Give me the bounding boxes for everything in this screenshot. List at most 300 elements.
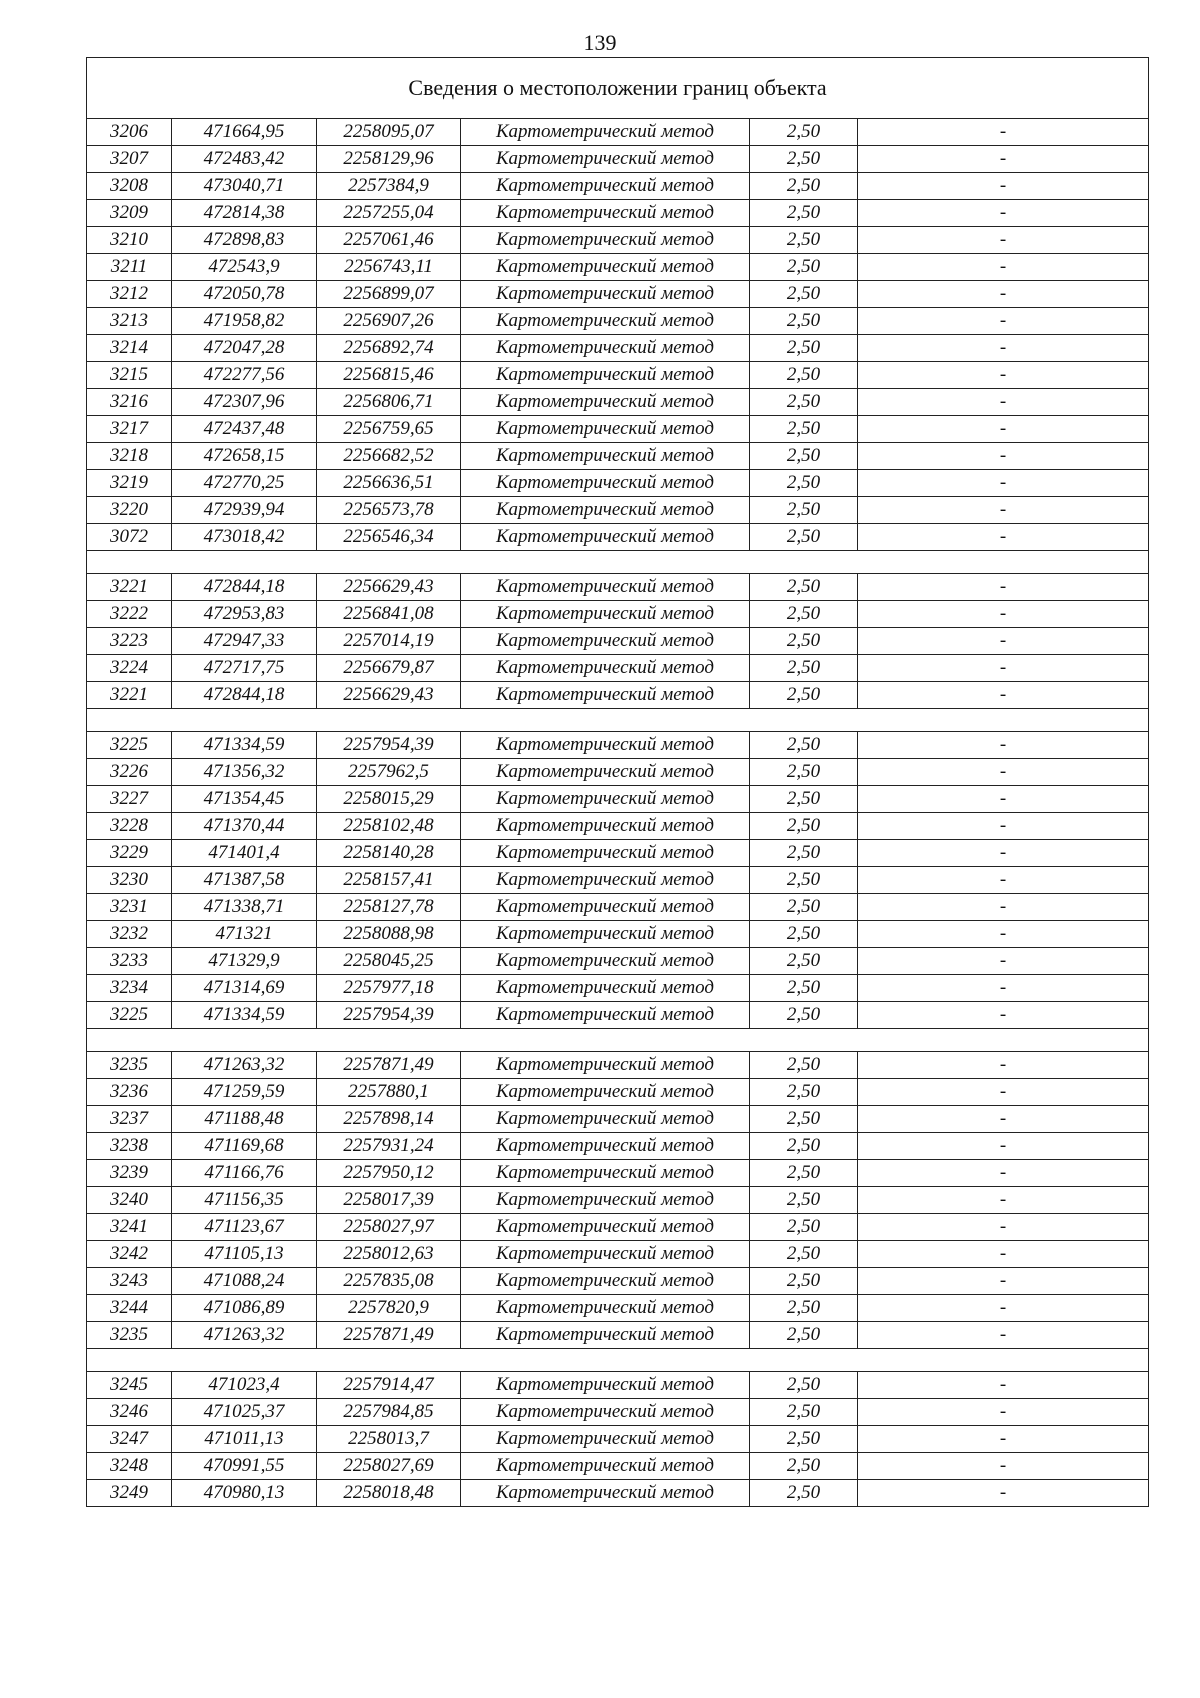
description-cell: - <box>858 1426 1149 1453</box>
x-coordinate-cell: 472844,18 <box>172 574 317 601</box>
page-number: 139 <box>583 30 617 55</box>
method-cell: Картометрический метод <box>461 628 750 655</box>
y-coordinate-cell: 2258102,48 <box>317 813 461 840</box>
method-cell: Картометрический метод <box>461 786 750 813</box>
method-cell: Картометрический метод <box>461 1268 750 1295</box>
accuracy-cell: 2,50 <box>750 655 858 682</box>
y-coordinate-cell: 2257061,46 <box>317 227 461 254</box>
table-row <box>87 119 1149 146</box>
accuracy-cell: 2,50 <box>750 497 858 524</box>
x-coordinate-cell: 472050,78 <box>172 281 317 308</box>
accuracy-cell: 2,50 <box>750 1399 858 1426</box>
table-row <box>87 1214 1149 1241</box>
description-cell: - <box>858 119 1149 146</box>
x-coordinate-cell: 471263,32 <box>172 1322 317 1349</box>
method-cell: Картометрический метод <box>461 1214 750 1241</box>
x-coordinate-cell: 471123,67 <box>172 1214 317 1241</box>
description-cell: - <box>858 574 1149 601</box>
method-cell: Картометрический метод <box>461 655 750 682</box>
point-number-cell: 3249 <box>87 1480 172 1507</box>
table-row <box>87 308 1149 335</box>
x-coordinate-cell: 471263,32 <box>172 1052 317 1079</box>
accuracy-cell: 2,50 <box>750 601 858 628</box>
point-number-cell: 3235 <box>87 1052 172 1079</box>
x-coordinate-cell: 472898,83 <box>172 227 317 254</box>
accuracy-cell: 2,50 <box>750 1052 858 1079</box>
point-number-cell: 3227 <box>87 786 172 813</box>
description-cell: - <box>858 732 1149 759</box>
y-coordinate-cell: 2257962,5 <box>317 759 461 786</box>
table-row <box>87 1268 1149 1295</box>
x-coordinate-cell: 473040,71 <box>172 173 317 200</box>
y-coordinate-cell: 2256806,71 <box>317 389 461 416</box>
method-cell: Картометрический метод <box>461 1052 750 1079</box>
accuracy-cell: 2,50 <box>750 335 858 362</box>
x-coordinate-cell: 471023,4 <box>172 1372 317 1399</box>
group-separator-row <box>87 1349 1149 1372</box>
description-cell: - <box>858 416 1149 443</box>
accuracy-cell: 2,50 <box>750 628 858 655</box>
point-number-cell: 3206 <box>87 119 172 146</box>
accuracy-cell: 2,50 <box>750 813 858 840</box>
y-coordinate-cell: 2258027,69 <box>317 1453 461 1480</box>
point-number-cell: 3221 <box>87 682 172 709</box>
description-cell: - <box>858 470 1149 497</box>
description-cell: - <box>858 524 1149 551</box>
accuracy-cell: 2,50 <box>750 1133 858 1160</box>
description-cell: - <box>858 1372 1149 1399</box>
accuracy-cell: 2,50 <box>750 1480 858 1507</box>
x-coordinate-cell: 472947,33 <box>172 628 317 655</box>
y-coordinate-cell: 2257977,18 <box>317 975 461 1002</box>
method-cell: Картометрический метод <box>461 1002 750 1029</box>
x-coordinate-cell: 471086,89 <box>172 1295 317 1322</box>
method-cell: Картометрический метод <box>461 732 750 759</box>
description-cell: - <box>858 1052 1149 1079</box>
point-number-cell: 3240 <box>87 1187 172 1214</box>
table-row <box>87 813 1149 840</box>
y-coordinate-cell: 2257984,85 <box>317 1399 461 1426</box>
point-number-cell: 3244 <box>87 1295 172 1322</box>
point-number-cell: 3248 <box>87 1453 172 1480</box>
method-cell: Картометрический метод <box>461 840 750 867</box>
table-row <box>87 1480 1149 1507</box>
method-cell: Картометрический метод <box>461 470 750 497</box>
y-coordinate-cell: 2256682,52 <box>317 443 461 470</box>
table-row <box>87 894 1149 921</box>
description-cell: - <box>858 1187 1149 1214</box>
method-cell: Картометрический метод <box>461 975 750 1002</box>
description-cell: - <box>858 1106 1149 1133</box>
y-coordinate-cell: 2257914,47 <box>317 1372 461 1399</box>
description-cell: - <box>858 1241 1149 1268</box>
y-coordinate-cell: 2258045,25 <box>317 948 461 975</box>
y-coordinate-cell: 2257871,49 <box>317 1322 461 1349</box>
table-row <box>87 497 1149 524</box>
accuracy-cell: 2,50 <box>750 470 858 497</box>
accuracy-cell: 2,50 <box>750 1187 858 1214</box>
point-number-cell: 3208 <box>87 173 172 200</box>
point-number-cell: 3213 <box>87 308 172 335</box>
table-row <box>87 173 1149 200</box>
method-cell: Картометрический метод <box>461 921 750 948</box>
accuracy-cell: 2,50 <box>750 443 858 470</box>
accuracy-cell: 2,50 <box>750 146 858 173</box>
description-cell: - <box>858 813 1149 840</box>
method-cell: Картометрический метод <box>461 308 750 335</box>
group-separator <box>87 1029 1149 1052</box>
point-number-cell: 3234 <box>87 975 172 1002</box>
method-cell: Картометрический метод <box>461 1106 750 1133</box>
accuracy-cell: 2,50 <box>750 921 858 948</box>
table-row <box>87 1372 1149 1399</box>
y-coordinate-cell: 2258013,7 <box>317 1426 461 1453</box>
table-row <box>87 921 1149 948</box>
description-cell: - <box>858 146 1149 173</box>
description-cell: - <box>858 1453 1149 1480</box>
table-row <box>87 1187 1149 1214</box>
y-coordinate-cell: 2258095,07 <box>317 119 461 146</box>
table-row <box>87 227 1149 254</box>
y-coordinate-cell: 2258018,48 <box>317 1480 461 1507</box>
method-cell: Картометрический метод <box>461 894 750 921</box>
description-cell: - <box>858 1399 1149 1426</box>
y-coordinate-cell: 2258127,78 <box>317 894 461 921</box>
point-number-cell: 3239 <box>87 1160 172 1187</box>
point-number-cell: 3220 <box>87 497 172 524</box>
x-coordinate-cell: 471166,76 <box>172 1160 317 1187</box>
y-coordinate-cell: 2257384,9 <box>317 173 461 200</box>
description-cell: - <box>858 1133 1149 1160</box>
accuracy-cell: 2,50 <box>750 1426 858 1453</box>
point-number-cell: 3215 <box>87 362 172 389</box>
table-row <box>87 146 1149 173</box>
accuracy-cell: 2,50 <box>750 1160 858 1187</box>
description-cell: - <box>858 173 1149 200</box>
accuracy-cell: 2,50 <box>750 840 858 867</box>
x-coordinate-cell: 471387,58 <box>172 867 317 894</box>
description-cell: - <box>858 200 1149 227</box>
group-separator <box>87 551 1149 574</box>
accuracy-cell: 2,50 <box>750 894 858 921</box>
table-row <box>87 1453 1149 1480</box>
point-number-cell: 3210 <box>87 227 172 254</box>
x-coordinate-cell: 471156,35 <box>172 1187 317 1214</box>
description-cell: - <box>858 1295 1149 1322</box>
y-coordinate-cell: 2256907,26 <box>317 308 461 335</box>
description-cell: - <box>858 443 1149 470</box>
y-coordinate-cell: 2256759,65 <box>317 416 461 443</box>
y-coordinate-cell: 2258015,29 <box>317 786 461 813</box>
table-title-row <box>87 58 1149 119</box>
y-coordinate-cell: 2257871,49 <box>317 1052 461 1079</box>
x-coordinate-cell: 472307,96 <box>172 389 317 416</box>
y-coordinate-cell: 2257950,12 <box>317 1160 461 1187</box>
y-coordinate-cell: 2256841,08 <box>317 601 461 628</box>
point-number-cell: 3231 <box>87 894 172 921</box>
y-coordinate-cell: 2258012,63 <box>317 1241 461 1268</box>
table-row <box>87 200 1149 227</box>
point-number-cell: 3242 <box>87 1241 172 1268</box>
x-coordinate-cell: 471329,9 <box>172 948 317 975</box>
method-cell: Картометрический метод <box>461 254 750 281</box>
y-coordinate-cell: 2257880,1 <box>317 1079 461 1106</box>
description-cell: - <box>858 840 1149 867</box>
x-coordinate-cell: 471338,71 <box>172 894 317 921</box>
accuracy-cell: 2,50 <box>750 1214 858 1241</box>
y-coordinate-cell: 2257014,19 <box>317 628 461 655</box>
x-coordinate-cell: 472543,9 <box>172 254 317 281</box>
x-coordinate-cell: 472770,25 <box>172 470 317 497</box>
x-coordinate-cell: 472658,15 <box>172 443 317 470</box>
x-coordinate-cell: 471370,44 <box>172 813 317 840</box>
table-row <box>87 1426 1149 1453</box>
accuracy-cell: 2,50 <box>750 200 858 227</box>
accuracy-cell: 2,50 <box>750 1322 858 1349</box>
x-coordinate-cell: 472437,48 <box>172 416 317 443</box>
point-number-cell: 3247 <box>87 1426 172 1453</box>
table-row <box>87 732 1149 759</box>
y-coordinate-cell: 2257835,08 <box>317 1268 461 1295</box>
table-row <box>87 362 1149 389</box>
point-number-cell: 3236 <box>87 1079 172 1106</box>
accuracy-cell: 2,50 <box>750 948 858 975</box>
x-coordinate-cell: 471105,13 <box>172 1241 317 1268</box>
accuracy-cell: 2,50 <box>750 1372 858 1399</box>
x-coordinate-cell: 471356,32 <box>172 759 317 786</box>
method-cell: Картометрический метод <box>461 1399 750 1426</box>
method-cell: Картометрический метод <box>461 1079 750 1106</box>
accuracy-cell: 2,50 <box>750 1002 858 1029</box>
group-separator <box>87 1349 1149 1372</box>
accuracy-cell: 2,50 <box>750 173 858 200</box>
table-row <box>87 389 1149 416</box>
point-number-cell: 3219 <box>87 470 172 497</box>
x-coordinate-cell: 471958,82 <box>172 308 317 335</box>
description-cell: - <box>858 1480 1149 1507</box>
accuracy-cell: 2,50 <box>750 1106 858 1133</box>
x-coordinate-cell: 471314,69 <box>172 975 317 1002</box>
x-coordinate-cell: 472047,28 <box>172 335 317 362</box>
method-cell: Картометрический метод <box>461 759 750 786</box>
point-number-cell: 3211 <box>87 254 172 281</box>
description-cell: - <box>858 1160 1149 1187</box>
method-cell: Картометрический метод <box>461 200 750 227</box>
boundary-table <box>86 57 1149 1507</box>
point-number-cell: 3233 <box>87 948 172 975</box>
description-cell: - <box>858 1002 1149 1029</box>
point-number-cell: 3237 <box>87 1106 172 1133</box>
x-coordinate-cell: 472953,83 <box>172 601 317 628</box>
description-cell: - <box>858 682 1149 709</box>
method-cell: Картометрический метод <box>461 813 750 840</box>
point-number-cell: 3230 <box>87 867 172 894</box>
x-coordinate-cell: 471169,68 <box>172 1133 317 1160</box>
point-number-cell: 3229 <box>87 840 172 867</box>
method-cell: Картометрический метод <box>461 119 750 146</box>
point-number-cell: 3232 <box>87 921 172 948</box>
table-row <box>87 574 1149 601</box>
accuracy-cell: 2,50 <box>750 1453 858 1480</box>
point-number-cell: 3225 <box>87 1002 172 1029</box>
table-row <box>87 254 1149 281</box>
accuracy-cell: 2,50 <box>750 1295 858 1322</box>
description-cell: - <box>858 628 1149 655</box>
point-number-cell: 3072 <box>87 524 172 551</box>
table-row <box>87 682 1149 709</box>
table-row <box>87 655 1149 682</box>
method-cell: Картометрический метод <box>461 362 750 389</box>
x-coordinate-cell: 472844,18 <box>172 682 317 709</box>
y-coordinate-cell: 2256892,74 <box>317 335 461 362</box>
method-cell: Картометрический метод <box>461 1187 750 1214</box>
group-separator-row <box>87 551 1149 574</box>
x-coordinate-cell: 473018,42 <box>172 524 317 551</box>
y-coordinate-cell: 2257898,14 <box>317 1106 461 1133</box>
table-row <box>87 1002 1149 1029</box>
accuracy-cell: 2,50 <box>750 975 858 1002</box>
accuracy-cell: 2,50 <box>750 732 858 759</box>
accuracy-cell: 2,50 <box>750 281 858 308</box>
accuracy-cell: 2,50 <box>750 786 858 813</box>
description-cell: - <box>858 227 1149 254</box>
y-coordinate-cell: 2258140,28 <box>317 840 461 867</box>
point-number-cell: 3238 <box>87 1133 172 1160</box>
point-number-cell: 3222 <box>87 601 172 628</box>
table-row <box>87 416 1149 443</box>
point-number-cell: 3221 <box>87 574 172 601</box>
method-cell: Картометрический метод <box>461 1295 750 1322</box>
method-cell: Картометрический метод <box>461 1426 750 1453</box>
accuracy-cell: 2,50 <box>750 524 858 551</box>
description-cell: - <box>858 759 1149 786</box>
method-cell: Картометрический метод <box>461 1322 750 1349</box>
method-cell: Картометрический метод <box>461 948 750 975</box>
y-coordinate-cell: 2256629,43 <box>317 682 461 709</box>
table-row <box>87 1106 1149 1133</box>
x-coordinate-cell: 471321 <box>172 921 317 948</box>
x-coordinate-cell: 470991,55 <box>172 1453 317 1480</box>
method-cell: Картометрический метод <box>461 1480 750 1507</box>
description-cell: - <box>858 497 1149 524</box>
accuracy-cell: 2,50 <box>750 1079 858 1106</box>
accuracy-cell: 2,50 <box>750 759 858 786</box>
y-coordinate-cell: 2257931,24 <box>317 1133 461 1160</box>
table-row <box>87 1241 1149 1268</box>
table-row <box>87 335 1149 362</box>
description-cell: - <box>858 655 1149 682</box>
group-separator <box>87 709 1149 732</box>
description-cell: - <box>858 948 1149 975</box>
table-row <box>87 948 1149 975</box>
point-number-cell: 3224 <box>87 655 172 682</box>
x-coordinate-cell: 472717,75 <box>172 655 317 682</box>
method-cell: Картометрический метод <box>461 601 750 628</box>
method-cell: Картометрический метод <box>461 1133 750 1160</box>
method-cell: Картометрический метод <box>461 416 750 443</box>
y-coordinate-cell: 2257954,39 <box>317 1002 461 1029</box>
y-coordinate-cell: 2256636,51 <box>317 470 461 497</box>
description-cell: - <box>858 362 1149 389</box>
description-cell: - <box>858 894 1149 921</box>
y-coordinate-cell: 2257954,39 <box>317 732 461 759</box>
x-coordinate-cell: 471088,24 <box>172 1268 317 1295</box>
y-coordinate-cell: 2257255,04 <box>317 200 461 227</box>
method-cell: Картометрический метод <box>461 682 750 709</box>
accuracy-cell: 2,50 <box>750 867 858 894</box>
table-row <box>87 1295 1149 1322</box>
x-coordinate-cell: 472483,42 <box>172 146 317 173</box>
x-coordinate-cell: 471011,13 <box>172 1426 317 1453</box>
y-coordinate-cell: 2256743,11 <box>317 254 461 281</box>
accuracy-cell: 2,50 <box>750 574 858 601</box>
accuracy-cell: 2,50 <box>750 119 858 146</box>
x-coordinate-cell: 471354,45 <box>172 786 317 813</box>
point-number-cell: 3225 <box>87 732 172 759</box>
y-coordinate-cell: 2256899,07 <box>317 281 461 308</box>
y-coordinate-cell: 2256679,87 <box>317 655 461 682</box>
accuracy-cell: 2,50 <box>750 1268 858 1295</box>
method-cell: Картометрический метод <box>461 146 750 173</box>
accuracy-cell: 2,50 <box>750 1241 858 1268</box>
point-number-cell: 3245 <box>87 1372 172 1399</box>
x-coordinate-cell: 472277,56 <box>172 362 317 389</box>
description-cell: - <box>858 281 1149 308</box>
table-row <box>87 1079 1149 1106</box>
x-coordinate-cell: 471025,37 <box>172 1399 317 1426</box>
table-body <box>87 58 1149 1507</box>
description-cell: - <box>858 254 1149 281</box>
description-cell: - <box>858 335 1149 362</box>
y-coordinate-cell: 2258017,39 <box>317 1187 461 1214</box>
table-row <box>87 443 1149 470</box>
point-number-cell: 3207 <box>87 146 172 173</box>
accuracy-cell: 2,50 <box>750 227 858 254</box>
method-cell: Картометрический метод <box>461 524 750 551</box>
method-cell: Картометрический метод <box>461 497 750 524</box>
method-cell: Картометрический метод <box>461 335 750 362</box>
table-row <box>87 524 1149 551</box>
description-cell: - <box>858 1214 1149 1241</box>
table-title: Сведения о местоположении границ объекта <box>87 58 1149 119</box>
y-coordinate-cell: 2258027,97 <box>317 1214 461 1241</box>
table-row <box>87 601 1149 628</box>
method-cell: Картометрический метод <box>461 1372 750 1399</box>
x-coordinate-cell: 472814,38 <box>172 200 317 227</box>
method-cell: Картометрический метод <box>461 227 750 254</box>
table-row <box>87 867 1149 894</box>
group-separator-row <box>87 1029 1149 1052</box>
method-cell: Картометрический метод <box>461 443 750 470</box>
table-row <box>87 1322 1149 1349</box>
description-cell: - <box>858 867 1149 894</box>
point-number-cell: 3218 <box>87 443 172 470</box>
accuracy-cell: 2,50 <box>750 389 858 416</box>
table-row <box>87 1133 1149 1160</box>
method-cell: Картометрический метод <box>461 1241 750 1268</box>
y-coordinate-cell: 2256573,78 <box>317 497 461 524</box>
accuracy-cell: 2,50 <box>750 254 858 281</box>
point-number-cell: 3216 <box>87 389 172 416</box>
point-number-cell: 3226 <box>87 759 172 786</box>
y-coordinate-cell: 2256546,34 <box>317 524 461 551</box>
table-row <box>87 470 1149 497</box>
description-cell: - <box>858 601 1149 628</box>
y-coordinate-cell: 2256815,46 <box>317 362 461 389</box>
point-number-cell: 3246 <box>87 1399 172 1426</box>
x-coordinate-cell: 471334,59 <box>172 1002 317 1029</box>
point-number-cell: 3212 <box>87 281 172 308</box>
